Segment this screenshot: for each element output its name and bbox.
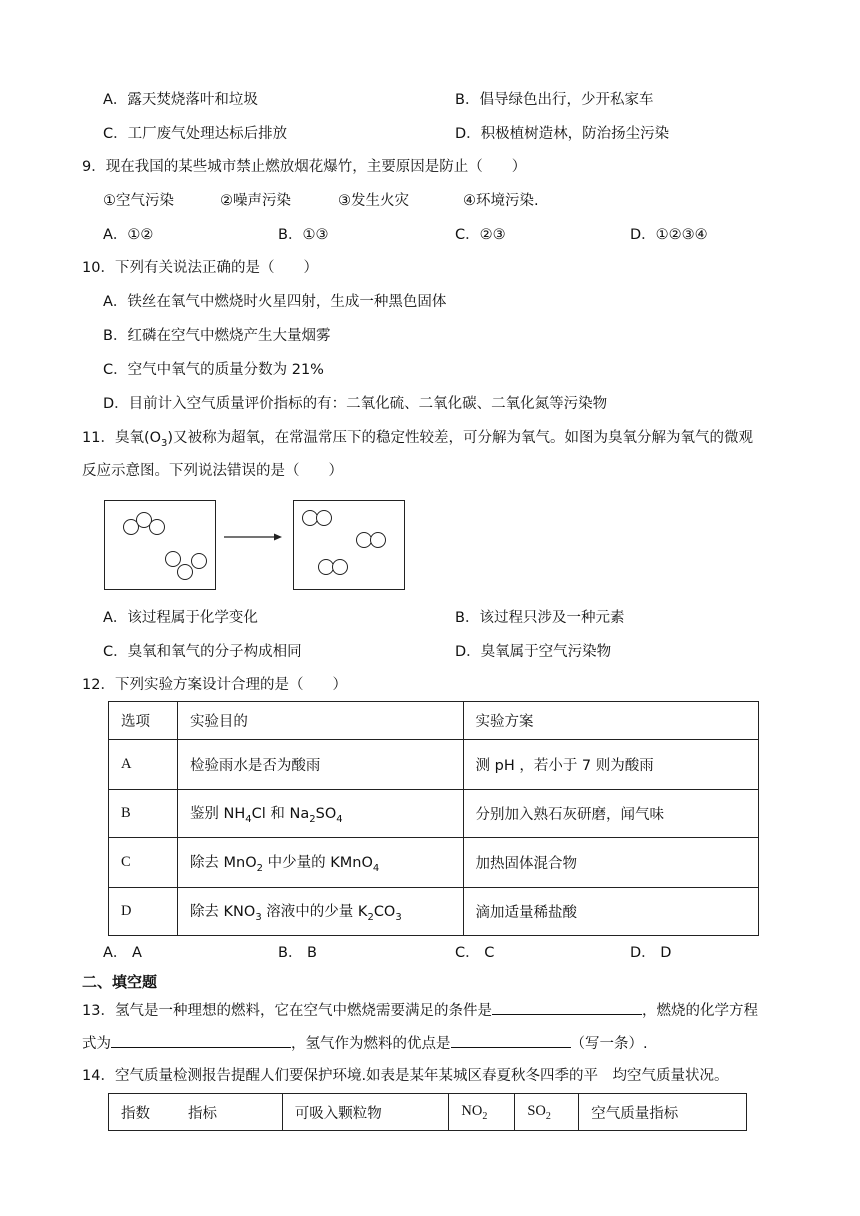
answer-blank[interactable]: [111, 1032, 291, 1048]
table-header-row: [109, 1094, 747, 1131]
q10-stem: 10．下列有关说法正确的是（ ）: [82, 260, 318, 276]
goal-text: 除去 KNO: [189, 904, 256, 921]
q12-option-c: C． C: [455, 945, 495, 961]
q13-text: （写一条）.: [570, 1036, 648, 1052]
reaction-arrow-icon: [222, 530, 284, 544]
q11-stem-part-a: 11．臭氧(O: [82, 430, 162, 446]
q11-option-c: C．臭氧和氧气的分子构成相同: [103, 644, 302, 660]
row-plan: 加热固体混合物: [463, 838, 759, 888]
oxygen-atom-icon: [165, 551, 181, 567]
q11-stem-line2: 反应示意图。下列说法错误的是（ ）: [82, 463, 343, 479]
q9-item-4: ④环境污染.: [463, 193, 539, 209]
header-subscript: 2: [545, 1110, 551, 1122]
q12-option-b: B． B: [278, 945, 318, 961]
q8-option-a: A．露天焚烧落叶和垃圾: [103, 92, 258, 108]
reactant-box: [104, 500, 216, 590]
table-header-goal: 实验目的: [177, 702, 463, 740]
q9-option-a: A．①②: [103, 227, 154, 243]
q13-line2: [82, 1032, 648, 1054]
goal-subscript: 2: [256, 862, 264, 874]
row-option: D: [109, 888, 178, 936]
q10-option-a: A．铁丝在氧气中燃烧时火星四射，生成一种黑色固体: [103, 294, 447, 310]
goal-subscript: 4: [336, 813, 343, 825]
goal-text: CO: [373, 904, 396, 921]
q9-item-2: ②噪声污染: [220, 193, 291, 209]
q9-option-d: D．①②③④: [630, 227, 708, 243]
q12-table: [108, 701, 759, 936]
answer-blank[interactable]: [451, 1032, 571, 1048]
table-row: [109, 838, 759, 888]
table-header-row: [109, 702, 759, 740]
q12-stem: 12．下列实验方案设计合理的是（ ）: [82, 677, 347, 693]
q10-option-d: D．目前计入空气质量评价指标的有：二氧化硫、二氧化碳、二氧化氮等污染物: [103, 396, 608, 412]
header-text: NO: [461, 1102, 483, 1119]
table-header-index: [109, 1094, 283, 1131]
q13-text: 式为: [82, 1036, 111, 1052]
oxygen-atom-icon: [149, 519, 165, 535]
q9-option-b: B．①③: [278, 227, 329, 243]
header-text: 指数: [121, 1105, 150, 1122]
goal-text: Cl 和 Na: [251, 806, 310, 823]
q13-line1: [82, 999, 758, 1021]
table-row: [109, 740, 759, 790]
goal-subscript: 3: [395, 911, 402, 923]
goal-subscript: 4: [372, 862, 380, 874]
row-goal: [177, 838, 463, 888]
product-box: [293, 500, 405, 590]
row-option: A: [109, 740, 178, 790]
goal-text: 除去 MnO: [189, 855, 257, 872]
row-option: C: [109, 838, 178, 888]
q10-option-c: C．空气中氧气的质量分数为 21%: [103, 362, 324, 378]
goal-subscript: 4: [245, 813, 252, 825]
q9-stem: 9．现在我国的某些城市禁止燃放烟花爆竹，主要原因是防止（ ）: [82, 159, 527, 175]
q9-option-c: C．②③: [455, 227, 506, 243]
row-plan: 分别加入熟石灰研磨，闻气味: [463, 790, 759, 838]
row-plan: 测 pH ，若小于 7 则为酸雨: [463, 740, 759, 790]
q9-item-1: ①空气污染: [103, 193, 174, 209]
goal-text: 中少量的 KMnO: [263, 855, 373, 872]
table-header-quality: 空气质量指标: [579, 1094, 747, 1131]
table-header-no2: [449, 1094, 515, 1131]
row-goal: 检验雨水是否为酸雨: [177, 740, 463, 790]
goal-text: 溶液中的少量 K: [261, 904, 368, 921]
q9-item-3: ③发生火灾: [338, 193, 409, 209]
header-text: SO: [527, 1102, 546, 1119]
row-plan: 滴加适量稀盐酸: [463, 888, 759, 936]
table-row: [109, 888, 759, 936]
table-header-option: 选项: [109, 702, 178, 740]
goal-text: 鉴别 NH: [189, 806, 246, 823]
row-option: B: [109, 790, 178, 838]
goal-subscript: 2: [367, 911, 374, 923]
oxygen-atom-icon: [316, 510, 332, 526]
q10-option-b: B．红磷在空气中燃烧产生大量烟雾: [103, 328, 331, 344]
goal-subscript: 2: [309, 813, 316, 825]
table-header-so2: [515, 1094, 579, 1131]
row-goal: [177, 888, 463, 936]
section-title: 二、填空题: [82, 973, 158, 991]
q8-option-d: D．积极植树造林，防治扬尘污染: [455, 126, 670, 142]
q13-text: 13．氢气是一种理想的燃料，它在空气中燃烧需要满足的条件是: [82, 1003, 492, 1019]
q14-stem: 14．空气质量检测报告提醒人们要保护环境.如表是某年某城区春夏秋冬四季的平 均空气质量状况。: [82, 1068, 729, 1084]
q11-option-a: A．该过程属于化学变化: [103, 610, 258, 626]
q11-stem-subscript: 3: [161, 437, 168, 449]
q11-stem-line1: [82, 428, 753, 454]
table-row: [109, 790, 759, 838]
table-header-pm: 可吸入颗粒物: [282, 1094, 449, 1131]
table-header-plan: 实验方案: [463, 702, 759, 740]
q11-option-b: B．该过程只涉及一种元素: [455, 610, 625, 626]
header-text: 指标: [188, 1105, 217, 1122]
oxygen-atom-icon: [177, 564, 193, 580]
q14-table: [108, 1093, 747, 1131]
q13-text: ，氢气作为燃料的优点是: [291, 1036, 451, 1052]
q11-option-d: D．臭氧属于空气污染物: [455, 644, 612, 660]
goal-subscript: 3: [255, 911, 262, 923]
q8-option-b: B．倡导绿色出行，少开私家车: [455, 92, 654, 108]
q8-option-c: C．工厂废气处理达标后排放: [103, 126, 288, 142]
q12-option-d: D． D: [630, 945, 672, 961]
oxygen-atom-icon: [332, 559, 348, 575]
oxygen-atom-icon: [370, 532, 386, 548]
goal-text: SO: [315, 806, 337, 823]
header-subscript: 2: [482, 1110, 488, 1122]
q13-text: ，燃烧的化学方程: [641, 1003, 758, 1019]
q12-option-a: A． A: [103, 945, 142, 961]
q11-stem-part-b: )又被称为超氧，在常温常压下的稳定性较差，可分解为氧气。如图为臭氧分解为氧气的微观: [167, 430, 754, 446]
answer-blank[interactable]: [492, 999, 642, 1015]
row-goal: [177, 790, 463, 838]
oxygen-atom-icon: [191, 553, 207, 569]
